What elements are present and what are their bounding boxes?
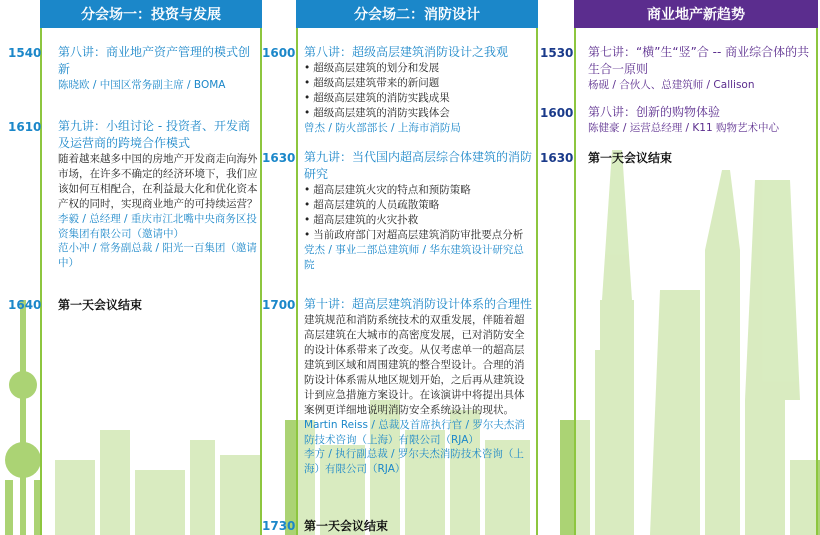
time-slot: 1540 <box>8 46 42 60</box>
time-slot: 1630 <box>262 151 296 165</box>
time-slot: 1610 <box>8 120 42 134</box>
session-block <box>588 104 814 136</box>
topic-list <box>304 183 532 243</box>
topic-item: • 超高层建筑火灾的特点和预防策略 <box>304 183 532 198</box>
session-title: 第八讲：超级高层建筑消防设计之我观 <box>304 45 509 59</box>
topic-item: • 超级高层建筑的消防实践体会 <box>304 106 532 121</box>
speaker-info: 范小冲 / 常务副总裁 / 阳光一百集团（邀请中） <box>58 242 257 269</box>
column-header-commercial-trends: 商业地产新趋势 <box>574 0 818 28</box>
session-title: 第九讲：当代国内超高层综合体建筑的消防研究 <box>304 150 533 181</box>
topic-item: • 当前政府部门对超高层建筑消防审批要点分析 <box>304 228 532 243</box>
speaker-info: 李方 / 执行副总裁 / 罗尔夫杰消防技术咨询（上海）有限公司（RJA） <box>304 448 524 475</box>
topic-item: • 超高层建筑的人员疏散策略 <box>304 198 532 213</box>
speaker-info: 曾杰 / 防火部部长 / 上海市消防局 <box>304 122 461 134</box>
time-slot: 1600 <box>262 46 296 60</box>
speaker-info: 李毅 / 总经理 / 重庆市江北嘴中央商务区投资集团有限公司（邀请中） <box>58 213 257 240</box>
column-header-investment: 分会场一：投资与发展 <box>40 0 262 28</box>
topic-item: • 超高层建筑的火灾扑救 <box>304 213 532 228</box>
session-block <box>304 44 532 136</box>
day-end-label: 第一天会议结束 <box>304 519 389 533</box>
session-description: 建筑规范和消防系统技术的双重发展，伴随着超高层建筑在大城市的高密度发展，已对消防安全的设计体系带来了改变。从仅考虑单一的超高层建筑到区域和周围建筑的整合型设计。合理的消防设计体系需从地区规划开始，之后再从建筑设计到应急措施方案设计。在该演讲中将提出具体案例更详细地说明消防安全系统设计的现状。 <box>304 314 525 416</box>
session-block <box>304 149 532 272</box>
session-block <box>58 44 258 93</box>
time-slot: 1600 <box>540 106 574 120</box>
day-end-label: 第一天会议结束 <box>58 298 143 312</box>
session-title: 第九讲：小组讨论 - 投资者、开发商及运营商的跨境合作模式 <box>58 119 250 150</box>
speaker-info: 杨砚 / 合伙人、总建筑师 / Callison <box>588 79 755 91</box>
topic-item: • 超级高层建筑的划分和发展 <box>304 61 532 76</box>
speaker-info: 陈晓欧 / 中国区常务副主席 / BOMA <box>58 79 226 91</box>
session-description: 随着越来越多中国的房地产开发商走向海外市场，在许多不确定的经济环境下，我们应该如何互相配合，在利益最大化和优化资本产权的同时，实现商业地产的可持续运营？ <box>58 153 258 210</box>
day-end-label: 第一天会议结束 <box>588 151 673 165</box>
speaker-info: 陈健豪 / 运营总经理 / K11 购物艺术中心 <box>588 122 780 134</box>
session-block <box>588 44 814 93</box>
session-block <box>304 296 532 476</box>
column-header-fire-design: 分会场二：消防设计 <box>296 0 538 28</box>
speaker-info: 党杰 / 事业二部总建筑师 / 华东建筑设计研究总院 <box>304 244 524 271</box>
time-slot: 1640 <box>8 298 42 312</box>
session-title: 第十讲：超高层建筑消防设计体系的合理性 <box>304 297 533 311</box>
topic-list <box>304 61 532 121</box>
session-column-2 <box>262 0 538 535</box>
session-column-3 <box>538 0 820 535</box>
session-title: 第七讲：“横”生“竖”合 -- 商业综合体的共生合一原则 <box>588 45 810 76</box>
topic-item: • 超级高层建筑带来的新问题 <box>304 76 532 91</box>
session-title: 第八讲：创新的购物体验 <box>588 105 721 119</box>
topic-item: • 超级高层建筑的消防实践成果 <box>304 91 532 106</box>
time-slot: 1730 <box>262 519 296 533</box>
time-slot: 1700 <box>262 298 296 312</box>
session-block <box>58 118 258 270</box>
session-column-1 <box>0 0 262 535</box>
speaker-info: Martin Reiss / 总裁及首席执行官 / 罗尔夫杰消防技术咨询（上海）有限公司（RJA） <box>304 419 525 446</box>
session-title: 第八讲：商业地产资产管理的模式创新 <box>58 45 251 76</box>
time-slot: 1530 <box>540 46 574 60</box>
time-slot: 1630 <box>540 151 574 165</box>
